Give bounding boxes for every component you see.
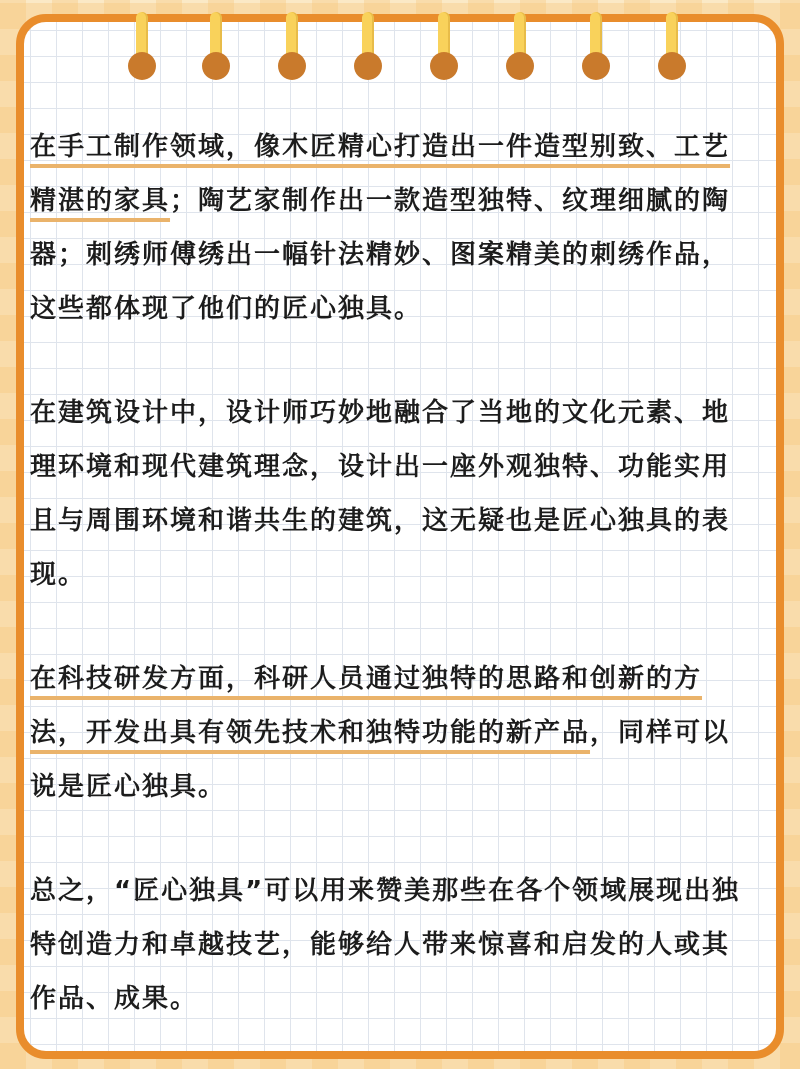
- paragraph-conclusion: [30, 864, 750, 1026]
- binder-ring: [656, 12, 688, 82]
- binder-ring: [352, 12, 384, 82]
- highlighted-text: 在手工制作领域，像木匠精心打造出一件造型别致、工艺精湛的家具: [30, 132, 731, 216]
- note-content: [30, 120, 750, 1069]
- highlighted-text: 在科技研发方面，科研人员通过独特的思路和创新的方法，开发出具有领先技术和独特功能的新产品: [30, 664, 703, 748]
- binder-ring: [580, 12, 612, 82]
- paragraph-architecture: [30, 386, 750, 602]
- binder-ring: [126, 12, 158, 82]
- paragraph-text: 在建筑设计中，设计师巧妙地融合了当地的文化元素、地理环境和现代建筑理念，设计出一座外观独特、功能实用且与周围环境和谐共生的建筑，这无疑也是匠心独具的表现。: [30, 398, 731, 590]
- paragraph-text: 总之，“匠心独具”可以用来赞美那些在各个领域展现出独特创造力和卓越技艺，能够给人带来惊喜和启发的人或其作品、成果。: [30, 876, 741, 1014]
- paragraph-technology: [30, 652, 750, 814]
- binder-ring: [276, 12, 308, 82]
- binder-ring: [428, 12, 460, 82]
- binder-ring: [504, 12, 536, 82]
- paragraph-text: ；陶艺家制作出一款造型独特、纹理细腻的陶器；刺绣师傅绣出一幅针法精妙、图案精美的刺绣作品，这些都体现了他们的匠心独具。: [30, 186, 731, 324]
- binder-ring: [200, 12, 232, 82]
- paragraph-text: ，同样可以说是匠心独具。: [30, 718, 731, 802]
- binder-rings: [0, 0, 800, 90]
- paragraph-handicraft: [30, 120, 750, 336]
